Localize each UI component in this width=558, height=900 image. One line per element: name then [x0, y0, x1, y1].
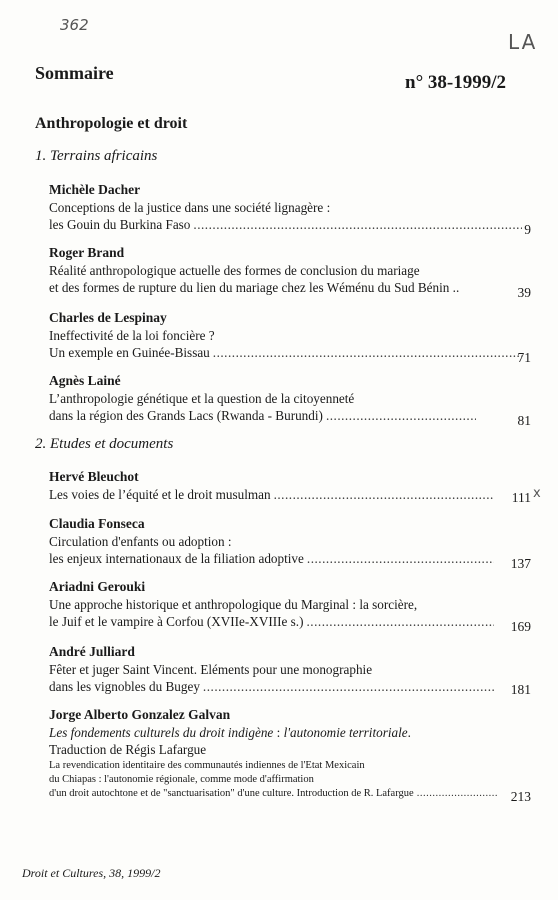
dot-leader — [193, 216, 522, 234]
dot-leader — [307, 613, 495, 631]
entry-title-line: Ineffectivité de la loi foncière ? — [49, 327, 215, 343]
entry-title-line: Un exemple en Guinée-Bissau — [49, 345, 210, 360]
entry-leader-line — [49, 787, 537, 801]
entry-title-line: dans les vignobles du Bugey — [49, 679, 200, 694]
entry-subtitle-line: du Chiapas : l'autonomie régionale, comme mode d'affirmation — [49, 773, 314, 785]
handwritten-mark: x — [533, 486, 541, 501]
theme-title: Anthropologie et droit — [35, 115, 188, 132]
toc-entry — [49, 643, 531, 696]
entry-title-line — [49, 724, 537, 742]
entry-title-line: dans la région des Grands Lacs (Rwanda - Burundi) — [49, 408, 323, 423]
toc-entry — [49, 372, 531, 428]
entry-leader-line — [49, 216, 531, 234]
page-number: 81 — [517, 413, 531, 428]
handwritten-number: 362 — [60, 16, 89, 34]
handwritten-initials: LA — [508, 30, 538, 54]
section-heading: 1. Terrains africains — [35, 148, 158, 164]
entry-title-line: les Gouin du Burkina Faso — [49, 217, 191, 232]
entry-title-line: les enjeux internationaux de la filiation adoptive — [49, 551, 304, 566]
entry-title-line: le Juif et le vampire à Corfou (XVIIe-XVIIIe s.) — [49, 614, 304, 629]
page-number: 71 — [517, 350, 531, 365]
entry-title-line: Fêter et juger Saint Vincent. Eléments pour une monographie — [49, 661, 373, 677]
entry-leader-line — [49, 550, 531, 568]
page-number: 169 — [510, 619, 531, 634]
entry-title-line: Réalité anthropologique actuelle des formes de conclusion du mariage — [49, 262, 420, 278]
entry-author: André Julliard — [49, 644, 135, 659]
page-number: 181 — [510, 682, 531, 697]
entry-author: Agnès Lainé — [49, 373, 121, 388]
entry-title-line: Circulation d'enfants ou adoption : — [49, 533, 232, 549]
page-number: 39 — [517, 285, 531, 300]
issue-number: n° 38-1999/2 — [405, 72, 507, 93]
entry-title-line: Une approche historique et anthropologique du Marginal : la sorcière, — [49, 596, 418, 612]
dot-leader — [203, 678, 494, 696]
toc-entry — [49, 515, 531, 571]
page-number: 9 — [524, 222, 531, 237]
entry-author: Jorge Alberto Gonzalez Galvan — [49, 707, 231, 722]
entry-subtitle-line: La revendication identitaire des communautés indiennes de l'Etat Mexicain — [49, 759, 365, 771]
entry-title-line: L’anthropologie génétique et la question de la citoyenneté — [49, 390, 355, 406]
footer-citation: Droit et Cultures, 38, 1999/2 — [22, 866, 161, 880]
entry-leader-line — [49, 407, 531, 425]
entry-author: Claudia Fonseca — [49, 516, 145, 531]
dot-leader — [307, 550, 494, 568]
entry-title-italic: Les fondements culturels du droit indigène — [49, 724, 274, 740]
entry-author: Ariadni Gerouki — [49, 579, 146, 594]
entry-title-italic: l'autonomie territoriale — [283, 724, 408, 740]
toc-entry — [49, 309, 531, 365]
dot-leader — [213, 344, 522, 362]
entry-author: Michèle Dacher — [49, 182, 141, 197]
entry-title-line: Les voies de l’équité et le droit musulman — [49, 486, 271, 502]
page-title: Sommaire — [35, 63, 114, 83]
toc-entry — [49, 244, 531, 300]
section-heading: 2. Etudes et documents — [35, 436, 174, 452]
toc-entry — [49, 468, 531, 503]
page-number: 111 — [511, 490, 531, 505]
page-number: 213 — [510, 789, 531, 804]
entry-author: Roger Brand — [49, 245, 125, 260]
entry-leader-line — [49, 678, 531, 696]
dot-leader — [274, 486, 494, 504]
entry-leader-line — [49, 486, 531, 504]
entry-translator: Traduction de Régis Lafargue — [49, 742, 207, 757]
entry-author: Hervé Bleuchot — [49, 469, 139, 484]
entry-leader-line — [49, 344, 531, 362]
toc-entry — [49, 706, 537, 804]
entry-title-line: et des formes de rupture du lien du mariage chez les Wéménu du Sud Bénin .. — [49, 280, 460, 295]
page-number: 137 — [510, 556, 531, 571]
entry-title-line: Conceptions de la justice dans une société lignagère : — [49, 199, 331, 215]
entry-leader-line — [49, 613, 531, 631]
entry-title-separator: : — [273, 724, 284, 740]
entry-title-end: . — [407, 724, 411, 740]
toc-entry — [49, 181, 531, 237]
entry-author: Charles de Lespinay — [49, 310, 167, 325]
toc-entry — [49, 578, 531, 634]
entry-subtitle-line: d'un droit autochtone et de "sanctuarisation" d'une culture. Introduction de R. Lafargue — [49, 787, 414, 799]
dot-leader — [326, 407, 476, 425]
dot-leader — [417, 787, 498, 801]
